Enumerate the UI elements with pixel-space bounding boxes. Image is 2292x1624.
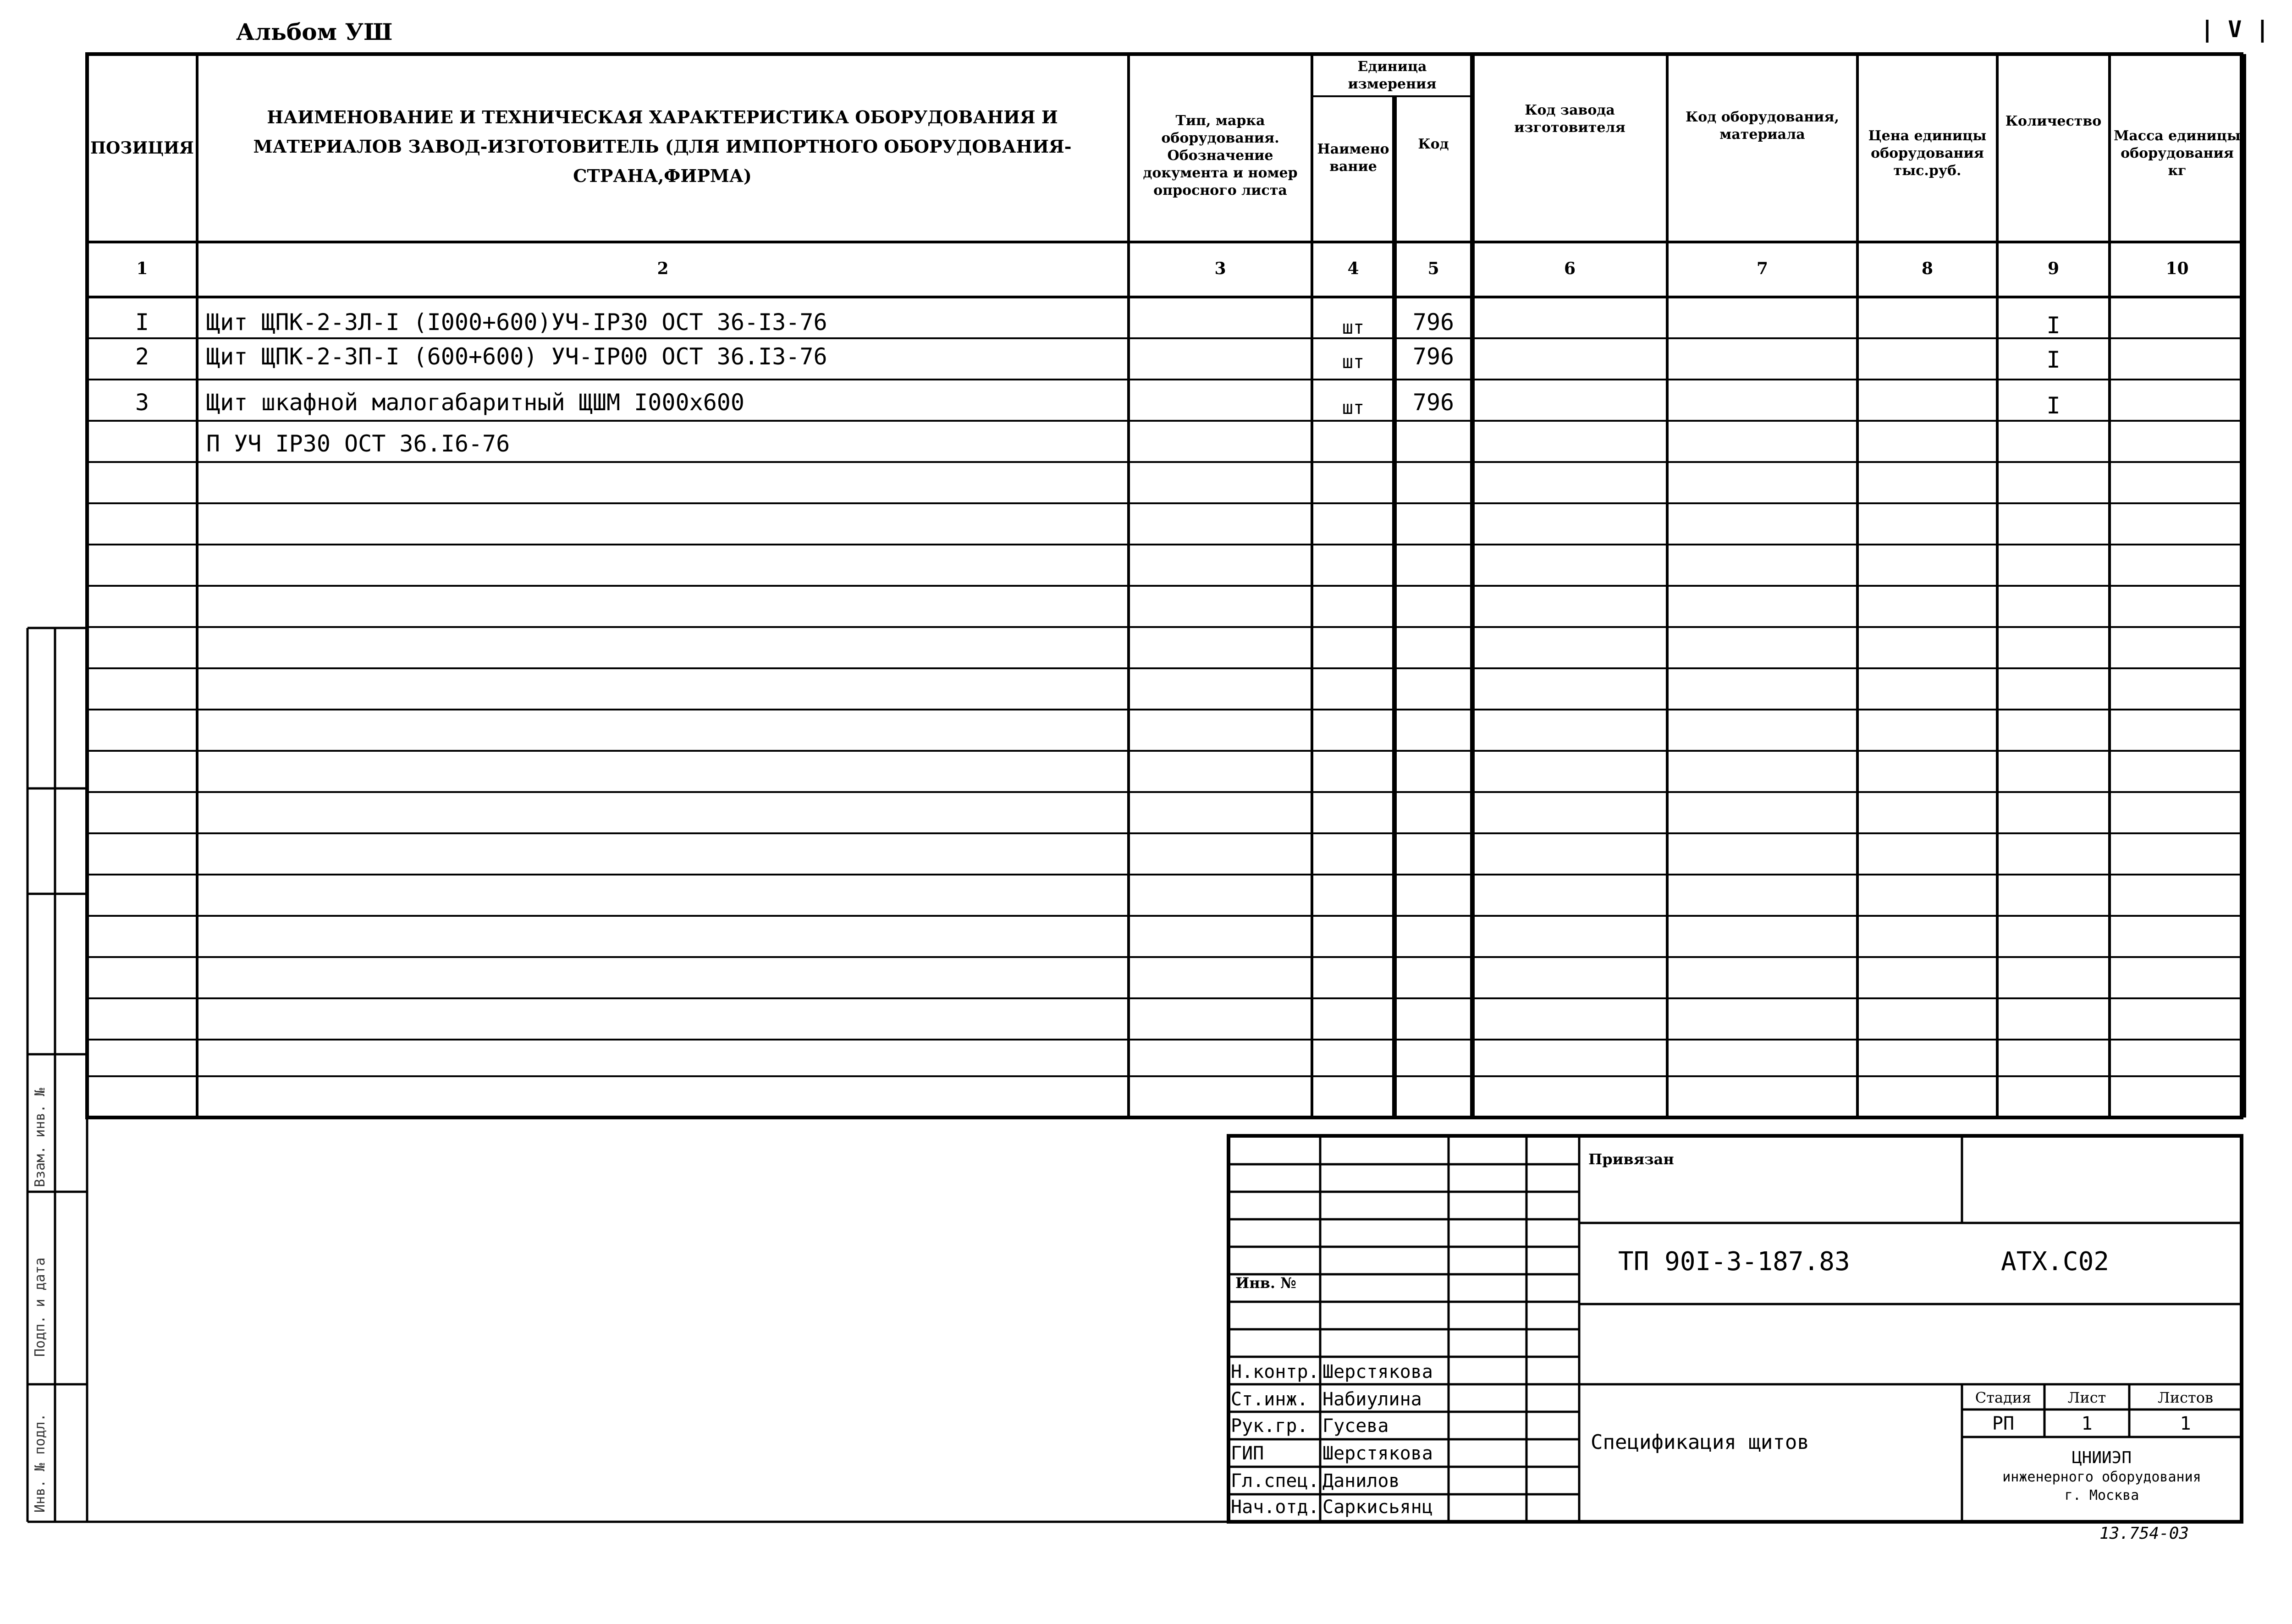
col-header-unit-name: Наименование	[1317, 141, 1389, 175]
signature-role: ГИП	[1231, 1443, 1264, 1464]
col-number: 2	[657, 259, 669, 278]
signature-role: Н.контр.	[1231, 1361, 1319, 1382]
page-mark: | V |	[2200, 16, 2270, 43]
doc-number: ТП 90I-3-187.83	[1618, 1247, 1850, 1277]
signature-name: Шерстякова	[1322, 1443, 1433, 1464]
row-name: Щит шкафной малогабаритный ЩШМ I000х600	[206, 389, 744, 416]
row-code: 796	[1412, 309, 1455, 336]
signature-role: Рук.гр.	[1231, 1415, 1308, 1437]
album-title: Альбом УШ	[236, 18, 393, 45]
col-number: 6	[1564, 259, 1576, 278]
col-header-factory-code: Код завода изготовителя	[1514, 102, 1625, 136]
sheet-title: Спецификация щитов	[1591, 1431, 1809, 1454]
row-quantity: I	[2046, 312, 2061, 339]
row-code: 796	[1412, 343, 1455, 370]
signature-name: Данилов	[1322, 1470, 1400, 1492]
col-number: 9	[2047, 259, 2060, 278]
col-header-quantity: Количество	[2005, 113, 2102, 129]
row-position: 2	[135, 343, 149, 370]
sheet-label: Лист	[2067, 1389, 2106, 1406]
col-number: 3	[1214, 259, 1226, 278]
signature-name: Шерстякова	[1322, 1361, 1433, 1382]
row-name: П УЧ IР30 ОСТ 36.I6-76	[206, 430, 510, 457]
signature-name: Набиулина	[1322, 1389, 1422, 1410]
side-label-vzam: Взам. инв. №	[32, 1088, 48, 1187]
row-code: 796	[1412, 389, 1455, 416]
side-label-inv: Инв. № подл.	[32, 1413, 48, 1513]
col-number: 8	[1921, 259, 1934, 278]
col-header-type: Тип, марка оборудования. Обозначение документа и номер опросного листа	[1143, 113, 1298, 198]
org-subtitle: инженерного оборудования	[2002, 1469, 2201, 1485]
col-header-position: ПОЗИЦИЯ	[90, 138, 194, 158]
privyazan-label: Привязан	[1588, 1151, 1674, 1168]
row-position: 3	[135, 389, 149, 416]
col-number: 7	[1756, 259, 1769, 278]
row-position: I	[135, 309, 149, 336]
org-name: ЦНИИЭП	[2072, 1448, 2132, 1467]
signature-role: Нач.отд.	[1231, 1497, 1319, 1518]
side-label-podp: Подп. и дата	[32, 1257, 48, 1357]
inv-no-label: Инв. №	[1235, 1274, 1296, 1292]
row-quantity: I	[2046, 392, 2061, 419]
row-name: Щит ЩПК-2-3Л-I (I000+600)УЧ-IР30 ОСТ 36-I3-76	[206, 309, 827, 336]
stage-label: Стадия	[1975, 1389, 2032, 1406]
bottom-number: 13.754-03	[2099, 1524, 2189, 1543]
col-header-mass: Масса единицы оборудования кг	[2114, 128, 2241, 179]
signature-name: Саркисьянц	[1322, 1497, 1433, 1518]
signature-name: Гусева	[1322, 1415, 1389, 1437]
col-number: 4	[1347, 259, 1359, 278]
row-unit: шт	[1342, 352, 1365, 373]
row-unit: шт	[1342, 397, 1365, 418]
sheet-value: 1	[2081, 1413, 2093, 1434]
col-header-equipment-code: Код оборудования, материала	[1685, 109, 1840, 143]
org-city: г. Москва	[2064, 1487, 2139, 1503]
col-header-price: Цена единицы оборудования тыс.руб.	[1868, 128, 1987, 179]
col-header-unit-code: Код	[1418, 136, 1449, 152]
signature-role: Гл.спец.	[1231, 1470, 1319, 1492]
sheets-value: 1	[2180, 1413, 2191, 1434]
col-header-name: НАИМЕНОВАНИЕ И ТЕХНИЧЕСКАЯ ХАРАКТЕРИСТИКА ОБОРУДОВАНИЯ И МАТЕРИАЛОВ ЗАВОД-ИЗГОТОВИТЕЛЬ (ДЛЯ ИМПОРТНОГО ОБОРУДОВАНИЯ-СТРАНА,ФИРМА)	[253, 107, 1072, 186]
stage-value: РП	[1992, 1413, 2015, 1434]
col-number: 5	[1427, 259, 1439, 278]
signature-role: Ст.инж.	[1231, 1389, 1308, 1410]
col-number: 10	[2165, 259, 2189, 278]
doc-code: АТХ.С02	[2001, 1247, 2110, 1277]
row-name: Щит ЩПК-2-3П-I (600+600) УЧ-IР00 ОСТ 36.I3-76	[206, 343, 827, 370]
row-quantity: I	[2046, 347, 2061, 373]
col-header-unit-group: Единица измерения	[1348, 59, 1437, 92]
row-unit: шт	[1342, 317, 1365, 338]
sheets-label: Листов	[2158, 1389, 2213, 1406]
col-number: 1	[136, 259, 148, 278]
